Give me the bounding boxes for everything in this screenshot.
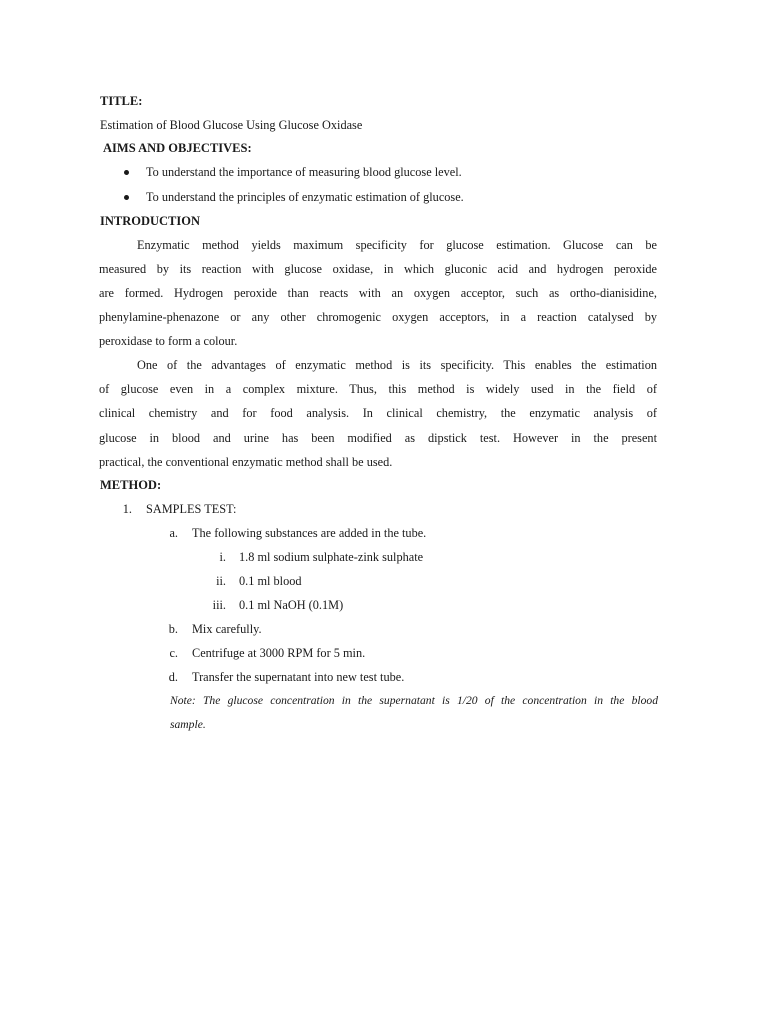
- aim-item: To understand the importance of measuring blood glucose level.: [146, 165, 462, 179]
- method-heading: METHOD:: [100, 478, 162, 492]
- note-line: sample.: [170, 718, 206, 731]
- intro-paragraph-2-line: One of the advantages of enzymatic method is its specificity. This enables the estimation: [137, 358, 657, 372]
- substance-marker: i.: [219, 550, 226, 564]
- intro-paragraph-2-line: practical, the conventional enzymatic method shall be used.: [99, 455, 393, 469]
- note-line: Note: The glucose concentration in the supernatant is 1/20 of the concentration in the blood: [170, 694, 658, 707]
- substance-marker: ii.: [216, 574, 226, 588]
- substance-item: 0.1 ml NaOH (0.1M): [239, 598, 344, 612]
- bullet-icon: [124, 170, 129, 175]
- intro-paragraph-2-line: clinical chemistry and for food analysis. In clinical chemistry, the enzymatic analysis of: [99, 406, 657, 420]
- intro-paragraph-1-line: measured by its reaction with glucose oxidase, in which gluconic acid and hydrogen peroxide: [99, 262, 657, 276]
- intro-paragraph-1-line: are formed. Hydrogen peroxide than reacts with an oxygen acceptor, such as ortho-dianisidine,: [99, 286, 657, 300]
- substep-marker: a.: [169, 526, 178, 540]
- substep-marker: c.: [169, 646, 178, 660]
- step-number: 1.: [122, 502, 132, 516]
- title-heading: TITLE:: [100, 94, 143, 108]
- substep-text: Mix carefully.: [192, 622, 262, 636]
- substep-text: Transfer the supernatant into new test tube.: [192, 670, 405, 684]
- substep-marker: d.: [168, 670, 178, 684]
- intro-paragraph-2-line: glucose in blood and urine has been modified as dipstick test. However in the present: [99, 431, 657, 445]
- bullet-icon: [124, 195, 129, 200]
- aim-item: To understand the principles of enzymatic estimation of glucose.: [146, 190, 464, 204]
- substance-marker: iii.: [212, 598, 226, 612]
- aims-heading: AIMS AND OBJECTIVES:: [103, 141, 252, 155]
- substance-item: 1.8 ml sodium sulphate-zink sulphate: [239, 550, 424, 564]
- document-title: Estimation of Blood Glucose Using Glucose Oxidase: [100, 118, 363, 132]
- substance-item: 0.1 ml blood: [239, 574, 302, 588]
- introduction-heading: INTRODUCTION: [100, 214, 201, 228]
- intro-paragraph-2-line: of glucose even in a complex mixture. Thus, this method is widely used in the field of: [99, 382, 657, 396]
- intro-paragraph-1-line: peroxidase to form a colour.: [99, 334, 238, 348]
- substep-text: The following substances are added in the tube.: [192, 526, 427, 540]
- step-label: SAMPLES TEST:: [146, 502, 237, 516]
- substep-text: Centrifuge at 3000 RPM for 5 min.: [192, 646, 366, 660]
- intro-paragraph-1-line: phenylamine-phenazone or any other chromogenic oxygen acceptors, in a reaction catalysed by: [99, 310, 657, 324]
- intro-paragraph-1-line: Enzymatic method yields maximum specificity for glucose estimation. Glucose can be: [137, 238, 657, 252]
- substep-marker: b.: [168, 622, 178, 636]
